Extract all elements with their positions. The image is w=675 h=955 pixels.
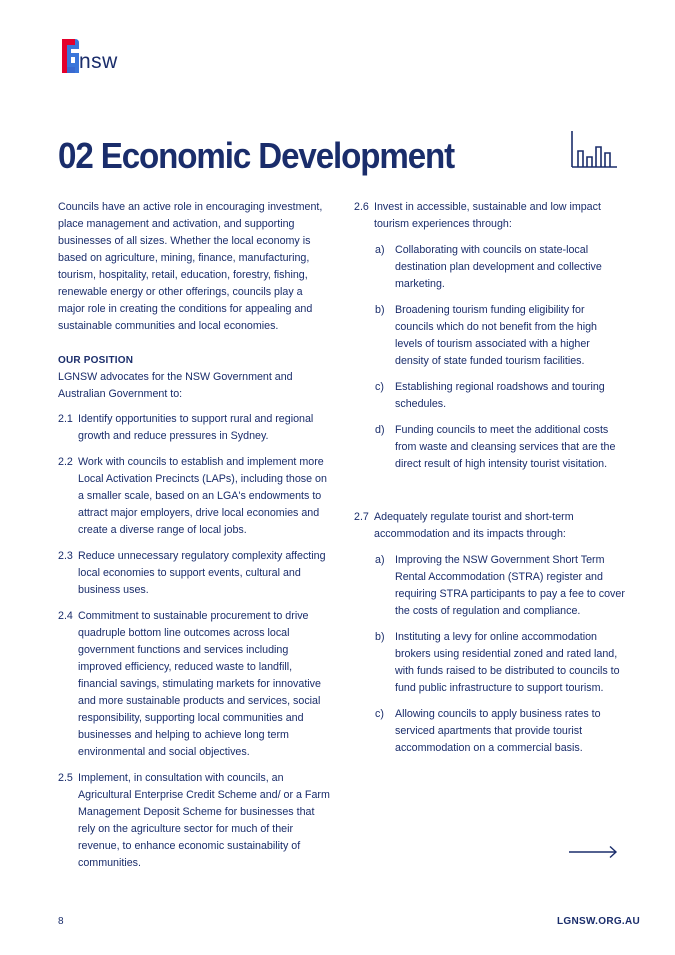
item-text: Implement, in consultation with councils, an Agricultural Enterprise Credit Scheme and/ or a Farm Management Deposit Scheme for businesses that rely on the agriculture sector for much of their revenue, to enhance economic sustainability of communities. [78, 772, 330, 869]
item-number: 2.2 [58, 456, 73, 468]
right-column [354, 199, 626, 757]
item-number: 2.6 [354, 201, 369, 213]
item-number: 2.7 [354, 511, 369, 523]
left-column [58, 199, 330, 872]
item-text: Commitment to sustainable procurement to drive quadruple bottom line outcomes across local government functions and services including improved efficiency, reduced waste to landfill, financial savings, stimulating markets for innovative and more sustainable products and services, social responsibility, supporting local communities and businesses and helping to achieve long term environmental and social objectives. [78, 610, 321, 758]
list-item [58, 411, 330, 445]
item-number: 2.3 [58, 550, 73, 562]
sub-item-letter: b) [375, 631, 385, 643]
sub-item-text: Broadening tourism funding eligibility for councils which do not benefit from the high levels of tourism associated with a higher density of state funded tourism facilities. [395, 304, 597, 367]
sub-list-item [354, 242, 626, 293]
sub-item-letter: b) [375, 304, 385, 316]
sub-list-item [354, 422, 626, 473]
logo-text: nsw [79, 50, 118, 73]
list-item [58, 608, 330, 761]
our-position-heading: OUR POSITION [58, 355, 134, 366]
item-text: Invest in accessible, sustainable and low impact tourism experiences through: [374, 201, 601, 230]
sub-list-item [354, 302, 626, 370]
sub-list-item [354, 552, 626, 620]
list-item [58, 548, 330, 599]
sub-list-item [354, 379, 626, 413]
sub-item-text: Funding councils to meet the additional costs from waste and cleansing services that are the direct result of high intensity tourist visitation. [395, 424, 616, 470]
sub-item-text: Allowing councils to apply business rates to serviced apartments that provide tourist accommodation on a commercial basis. [395, 708, 601, 754]
sub-list-item [354, 629, 626, 697]
item-text: Work with councils to establish and implement more Local Activation Precincts (LAPs), including those on a smaller scale, based on an LGA's endowments to attract major employers, drive local economies and create a diverse range of local jobs. [78, 456, 327, 536]
list-item [354, 199, 626, 233]
sub-item-text: Improving the NSW Government Short Term Rental Accommodation (STRA) register and requiring STRA participants to pay a fee to cover the costs of regulation and compliance. [395, 554, 625, 617]
intro-paragraph: Councils have an active role in encouraging investment, place management and activation, and supporting businesses of all sizes. Whether the local economy is based on agriculture, mining, finance, manufacturing, tourism, hospitality, retail, education, forestry, fishing, renewable energy or other offerings, councils play a major role in creating the conditions for appealing and sustainable communities and local economies. [58, 201, 323, 332]
sub-item-letter: c) [375, 708, 384, 720]
sub-item-letter: d) [375, 424, 385, 436]
sub-item-text: Collaborating with councils on state-local destination plan development and collective marketing. [395, 244, 602, 290]
website-link[interactable]: LGNSW.ORG.AU [557, 916, 641, 927]
sub-list-item [354, 706, 626, 757]
item-text: Reduce unnecessary regulatory complexity affecting local economies to support events, cultural and business uses. [78, 550, 326, 596]
item-number: 2.5 [58, 772, 73, 784]
sub-item-letter: a) [375, 554, 385, 566]
item-number: 2.4 [58, 610, 73, 622]
logo-g-mark [58, 37, 80, 75]
page-title: 02 Economic Development [58, 135, 455, 176]
item-number: 2.1 [58, 413, 73, 425]
item-text: Adequately regulate tourist and short-term accommodation and its impacts through: [374, 511, 574, 540]
position-intro: LGNSW advocates for the NSW Government and Australian Government to: [58, 371, 293, 400]
sub-item-letter: a) [375, 244, 385, 256]
sub-item-letter: c) [375, 381, 384, 393]
arrow-right-icon[interactable] [569, 845, 619, 859]
sub-item-text: Establishing regional roadshows and touring schedules. [395, 381, 605, 410]
list-item [58, 454, 330, 539]
list-item [58, 770, 330, 872]
item-text: Identify opportunities to support rural and regional growth and reduce pressures in Sydney. [78, 413, 314, 442]
bar-chart-icon [571, 131, 617, 169]
list-item [354, 509, 626, 543]
sub-item-text: Instituting a levy for online accommodation brokers using residential zoned and rated land, with funds raised to be distributed to councils to fund public infrastructure to support tourism. [395, 631, 620, 694]
page-number: 8 [58, 916, 64, 927]
